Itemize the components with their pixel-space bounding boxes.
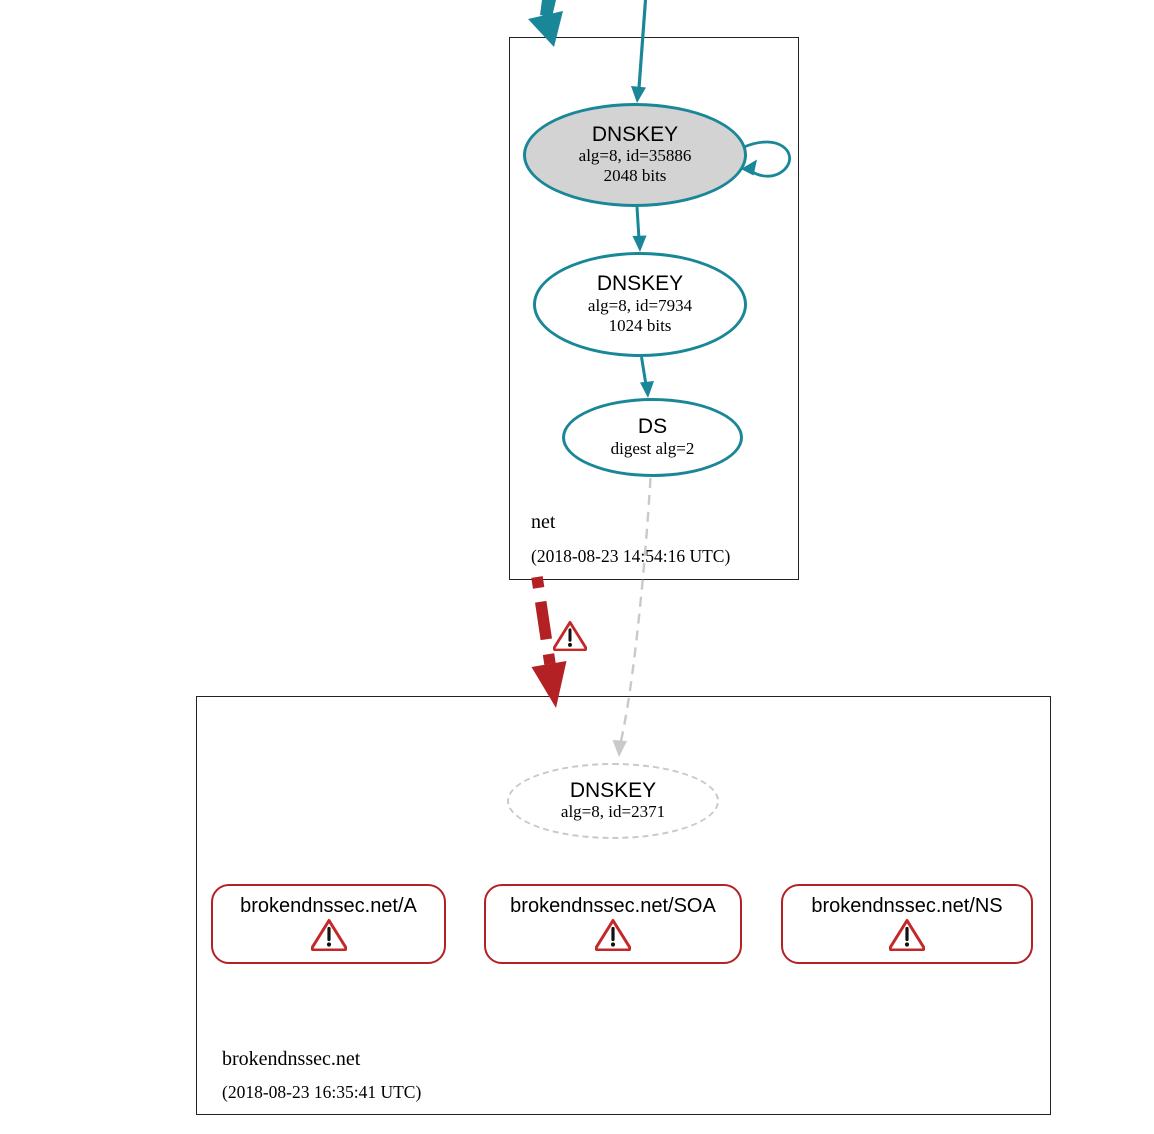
- rrset-brokendnssec-net-a[interactable]: [211, 884, 446, 964]
- node-title: DNSKEY: [596, 272, 684, 296]
- node-detail: 2048 bits: [603, 166, 667, 186]
- node-dnskey-2371[interactable]: [507, 763, 719, 839]
- node-dnskey-35886[interactable]: [523, 103, 747, 207]
- warning-icon: [595, 918, 631, 951]
- node-detail: alg=8, id=7934: [587, 295, 693, 315]
- node-title: DNSKEY: [569, 778, 657, 802]
- zone-name-net: net: [531, 511, 556, 533]
- warning-icon: [889, 918, 925, 951]
- node-ds[interactable]: [562, 398, 743, 477]
- node-detail: alg=8, id=35886: [578, 146, 692, 166]
- zone-name-brokendnssec-net: brokendnssec.net: [222, 1048, 361, 1070]
- zone-timestamp-brokendnssec-net: (2018-08-23 16:35:41 UTC): [222, 1082, 422, 1102]
- warning-icon: [311, 918, 347, 951]
- node-detail: digest alg=2: [610, 438, 695, 458]
- rrset-label: brokendnssec.net/NS: [811, 895, 1003, 917]
- rrset-brokendnssec-net-soa[interactable]: [484, 884, 742, 964]
- node-dnskey-7934[interactable]: [533, 252, 747, 357]
- rrset-brokendnssec-net-ns[interactable]: [781, 884, 1033, 964]
- rrset-label: brokendnssec.net/A: [240, 895, 417, 917]
- node-detail: 1024 bits: [608, 315, 672, 335]
- node-title: DS: [637, 415, 668, 439]
- node-detail: alg=8, id=2371: [560, 802, 666, 822]
- rrset-label: brokendnssec.net/SOA: [510, 895, 716, 917]
- zone-timestamp-net: (2018-08-23 14:54:16 UTC): [531, 546, 731, 566]
- warning-icon[interactable]: [553, 620, 587, 651]
- node-title: DNSKEY: [591, 122, 679, 146]
